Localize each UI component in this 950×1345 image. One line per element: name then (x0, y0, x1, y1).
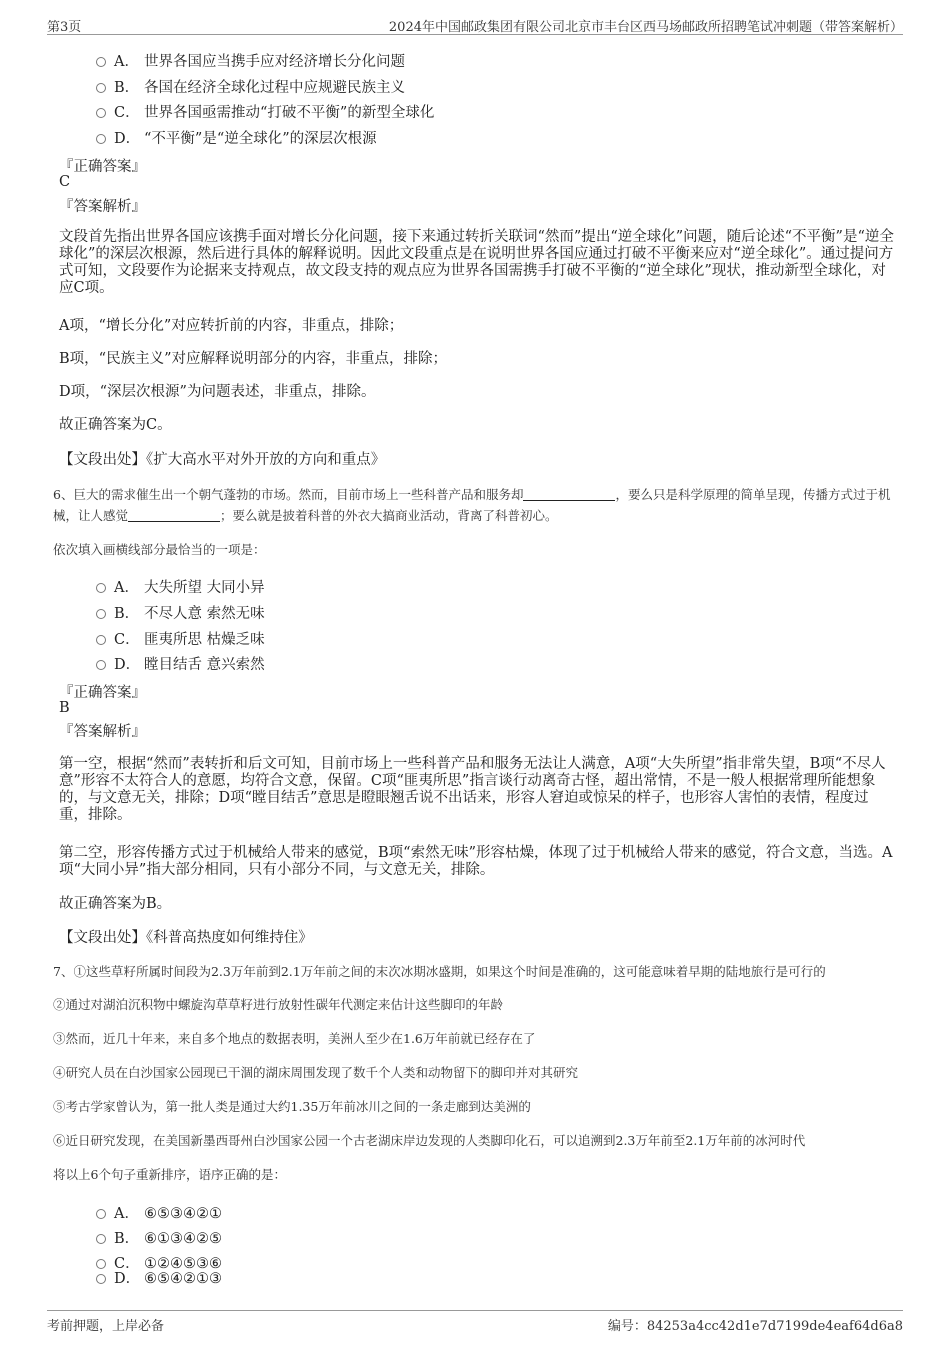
radio-icon[interactable] (96, 609, 106, 619)
q7-sentence-2: ②通过对湖泊沉积物中螺旋沟草草籽进行放射性碳年代测定来估计这些脚印的年龄 (53, 997, 504, 1012)
q5-option-c[interactable]: C． 世界各国亟需推动“打破不平衡”的新型全球化 (96, 101, 434, 122)
q5-conclusion: 故正确答案为C。 (59, 417, 172, 433)
q6-option-b[interactable]: B． 不尽人意 索然无味 (96, 602, 265, 623)
q7-option-d[interactable]: D． ⑥⑤④②①③ (96, 1267, 222, 1288)
q6-option-d[interactable]: D． 瞠目结舌 意兴索然 (96, 653, 265, 674)
q5-analysis-p3: B项，“民族主义”对应解释说明部分的内容，非重点，排除； (59, 351, 447, 367)
footer-slogan: 考前押题，上岸必备 (47, 1319, 165, 1334)
q5-analysis-p4: D项，“深层次根源”为问题表述，非重点，排除。 (59, 384, 376, 400)
document-title: 2024年中国邮政集团有限公司北京市丰台区西马场邮政所招聘笔试冲刺题（带答案解析） (388, 20, 903, 35)
radio-icon[interactable] (96, 57, 106, 67)
radio-icon[interactable] (96, 134, 106, 144)
q7-sentence-6: ⑥近日研究发现，在美国新墨西哥州白沙国家公园一个古老湖床岸边发现的人类脚印化石，可以追溯到2.3万年前至2.1万年前的冰河时代 (53, 1133, 806, 1148)
page-header (47, 14, 903, 35)
page-footer (47, 1310, 903, 1335)
q7-option-a[interactable]: A． ⑥⑤③④②① (96, 1202, 222, 1223)
document-serial: 编号：84253a4cc42d1e7d7199de4eaf64d6a8 (607, 1319, 903, 1334)
q5-answer: C (59, 174, 71, 190)
radio-icon[interactable] (96, 83, 106, 93)
q7-prompt: 将以上6个句子重新排序，语序正确的是： (53, 1167, 286, 1182)
q5-analysis-p1: 文段首先指出世界各国应该携手面对增长分化问题，接下来通过转折关联词“然而”提出“逆全球化”问题，随后论述“不平衡”是“逆全球化”的深层次根源，然后进行具体的解释说明。因此文段重点是在说明世界各国应通过打破不平衡来应对“逆全球化”。通过提问方式可知，文段要作为论据来支持观点，故文段支持的观点应为世界各国需携手打破不平衡的“逆全球化”现状，推动新型全球化，对应C项。 (59, 229, 894, 296)
q7-sentence-1: 7、①这些草籽所属时间段为2.3万年前到2.1万年前之间的末次冰期冰盛期，如果这个时间是准确的，这可能意味着早期的陆地旅行是可行的 (53, 964, 826, 979)
q6-conclusion: 故正确答案为B。 (59, 896, 172, 912)
page-number: 第3页 (47, 20, 82, 35)
q7-option-c[interactable]: C． ①②④⑤③⑥ (96, 1252, 222, 1273)
q6-analysis-label: 『答案解析』 (59, 724, 146, 740)
q6-answer-label: 『正确答案』 (59, 685, 146, 701)
radio-icon[interactable] (96, 1274, 106, 1284)
q6-analysis-p1: 第一空，根据“然而”表转折和后文可知，目前市场上一些科普产品和服务无法让人满意，A项“大失所望”指非常失望，B项“不尽人意”形容不太符合人的意愿，均符合文意，保留。C项“匪夷所思”指言谈行动离奇古怪，超出常情，不是一般人根据常理所能想象的，与文意无关，排除；D项“瞠目结舌”意思是瞪眼翘舌说不出话来，形容人窘迫或惊呆的样子，也形容人害怕的表情，程度过重，排除。 (59, 756, 886, 823)
fill-blank (523, 488, 615, 501)
q6-source: 【文段出处】《科普高热度如何维持住》 (59, 930, 313, 946)
q5-option-b[interactable]: B． 各国在经济全球化过程中应规避民族主义 (96, 76, 405, 97)
q5-source: 【文段出处】《扩大高水平对外开放的方向和重点》 (59, 452, 386, 468)
q7-sentence-3: ③然而，近几十年来，来自多个地点的数据表明，美洲人至少在1.6万年前就已经存在了 (53, 1031, 536, 1046)
q6-analysis-p2: 第二空，形容传播方式过于机械给人带来的感觉，B项“索然无味”形容枯燥，体现了过于机械给人带来的感觉，符合文意，当选。A项“大同小异”指大部分相同，只有小部分不同，与文意无关，排除。 (59, 845, 893, 878)
radio-icon[interactable] (96, 583, 106, 593)
q5-option-d[interactable]: D． “不平衡”是“逆全球化”的深层次根源 (96, 127, 377, 148)
radio-icon[interactable] (96, 635, 106, 645)
q5-analysis-label: 『答案解析』 (59, 199, 146, 215)
radio-icon[interactable] (96, 108, 106, 118)
q5-answer-label: 『正确答案』 (59, 159, 146, 175)
fill-blank (128, 509, 220, 522)
q7-sentence-4: ④研究人员在白沙国家公园现已干涸的湖床周围发现了数千个人类和动物留下的脚印并对其研究 (53, 1065, 579, 1080)
q7-sentence-5: ⑤考古学家曾认为，第一批人类是通过大约1.35万年前冰川之间的一条走廊到达美洲的 (53, 1099, 531, 1114)
q6-prompt: 依次填入画横线部分最恰当的一项是： (53, 542, 266, 557)
radio-icon[interactable] (96, 660, 106, 670)
q6-answer: B (59, 700, 70, 716)
radio-icon[interactable] (96, 1209, 106, 1219)
q5-option-a[interactable]: A． 世界各国应当携手应对经济增长分化问题 (96, 50, 405, 71)
q6-stem: 6、巨大的需求催生出一个朝气蓬勃的市场。然而，目前市场上一些科普产品和服务却 ，要么只是科学原理的简单呈现，传播方式过于机械，让人感觉 ；要么就是披着科普的外衣大搞商业活动，背离了科普初心。 (53, 487, 891, 523)
q6-option-a[interactable]: A． 大失所望 大同小异 (96, 576, 265, 597)
radio-icon[interactable] (96, 1234, 106, 1244)
q6-option-c[interactable]: C． 匪夷所思 枯燥乏味 (96, 628, 265, 649)
q7-option-b[interactable]: B． ⑥①③④②⑤ (96, 1227, 222, 1248)
q5-analysis-p2: A项，“增长分化”对应转折前的内容，非重点，排除； (59, 318, 404, 334)
